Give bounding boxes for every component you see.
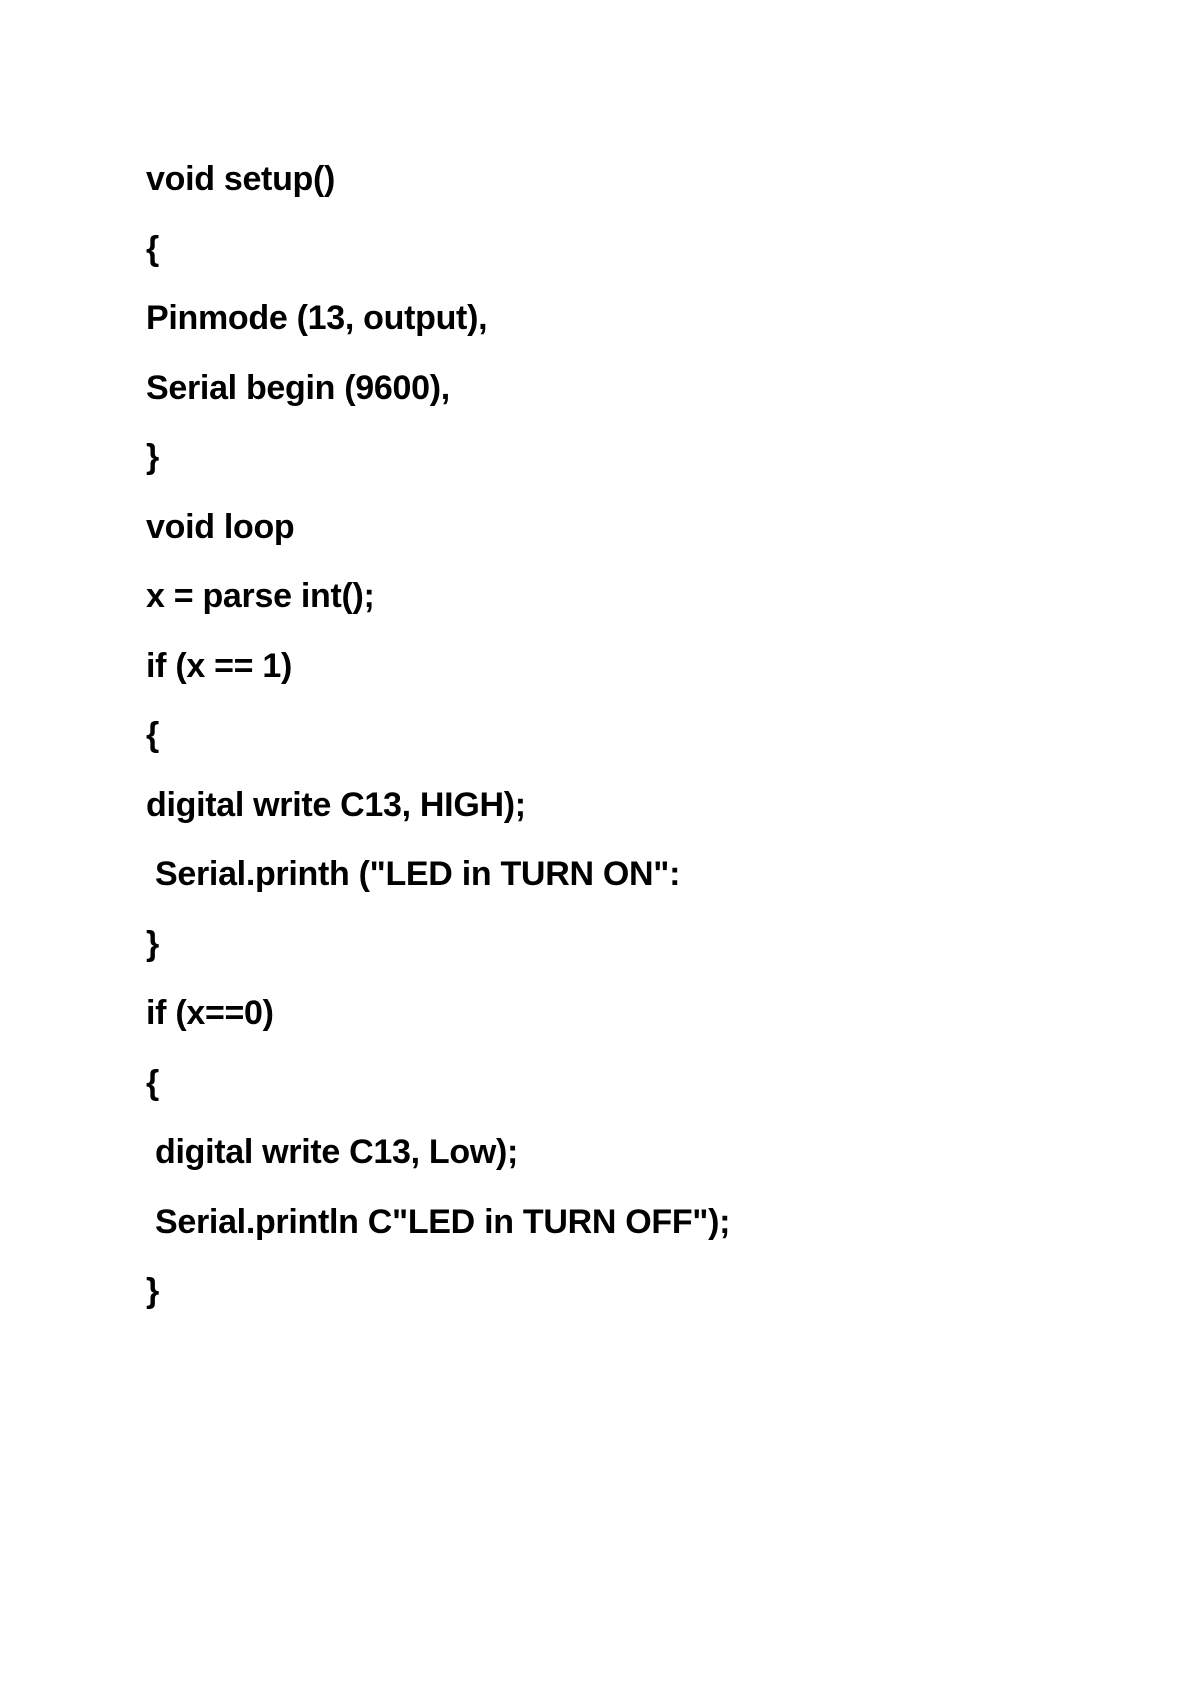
code-line-pinmode: Pinmode (13, output), bbox=[146, 299, 488, 337]
code-line-serial-begin: Serial begin (9600), bbox=[146, 368, 450, 407]
code-line-parse-int: x = parse int(); bbox=[146, 577, 375, 615]
code-line-setup-header: void setup() bbox=[146, 160, 336, 198]
code-line-if-zero: if (x==0) bbox=[146, 994, 274, 1032]
code-line-digital-write-high: digital write C13, HIGH); bbox=[146, 785, 526, 824]
code-listing bbox=[146, 145, 1106, 1327]
code-line-close-brace: } bbox=[146, 1272, 159, 1310]
code-line-open-brace: { bbox=[146, 1063, 159, 1102]
code-line-digital-write-low: digital write C13, Low); bbox=[155, 1133, 519, 1171]
code-line-close-brace: } bbox=[146, 438, 159, 476]
code-line-close-brace: } bbox=[146, 924, 159, 963]
code-line-print-on: Serial.printh ("LED in TURN ON": bbox=[155, 855, 681, 893]
code-line-if-one: if (x == 1) bbox=[146, 646, 292, 685]
code-line-loop-header: void loop bbox=[146, 507, 295, 546]
code-line-open-brace: { bbox=[146, 716, 159, 754]
code-line-open-brace: { bbox=[146, 229, 159, 268]
code-line-print-off: Serial.println C"LED in TURN OFF"); bbox=[155, 1202, 731, 1241]
